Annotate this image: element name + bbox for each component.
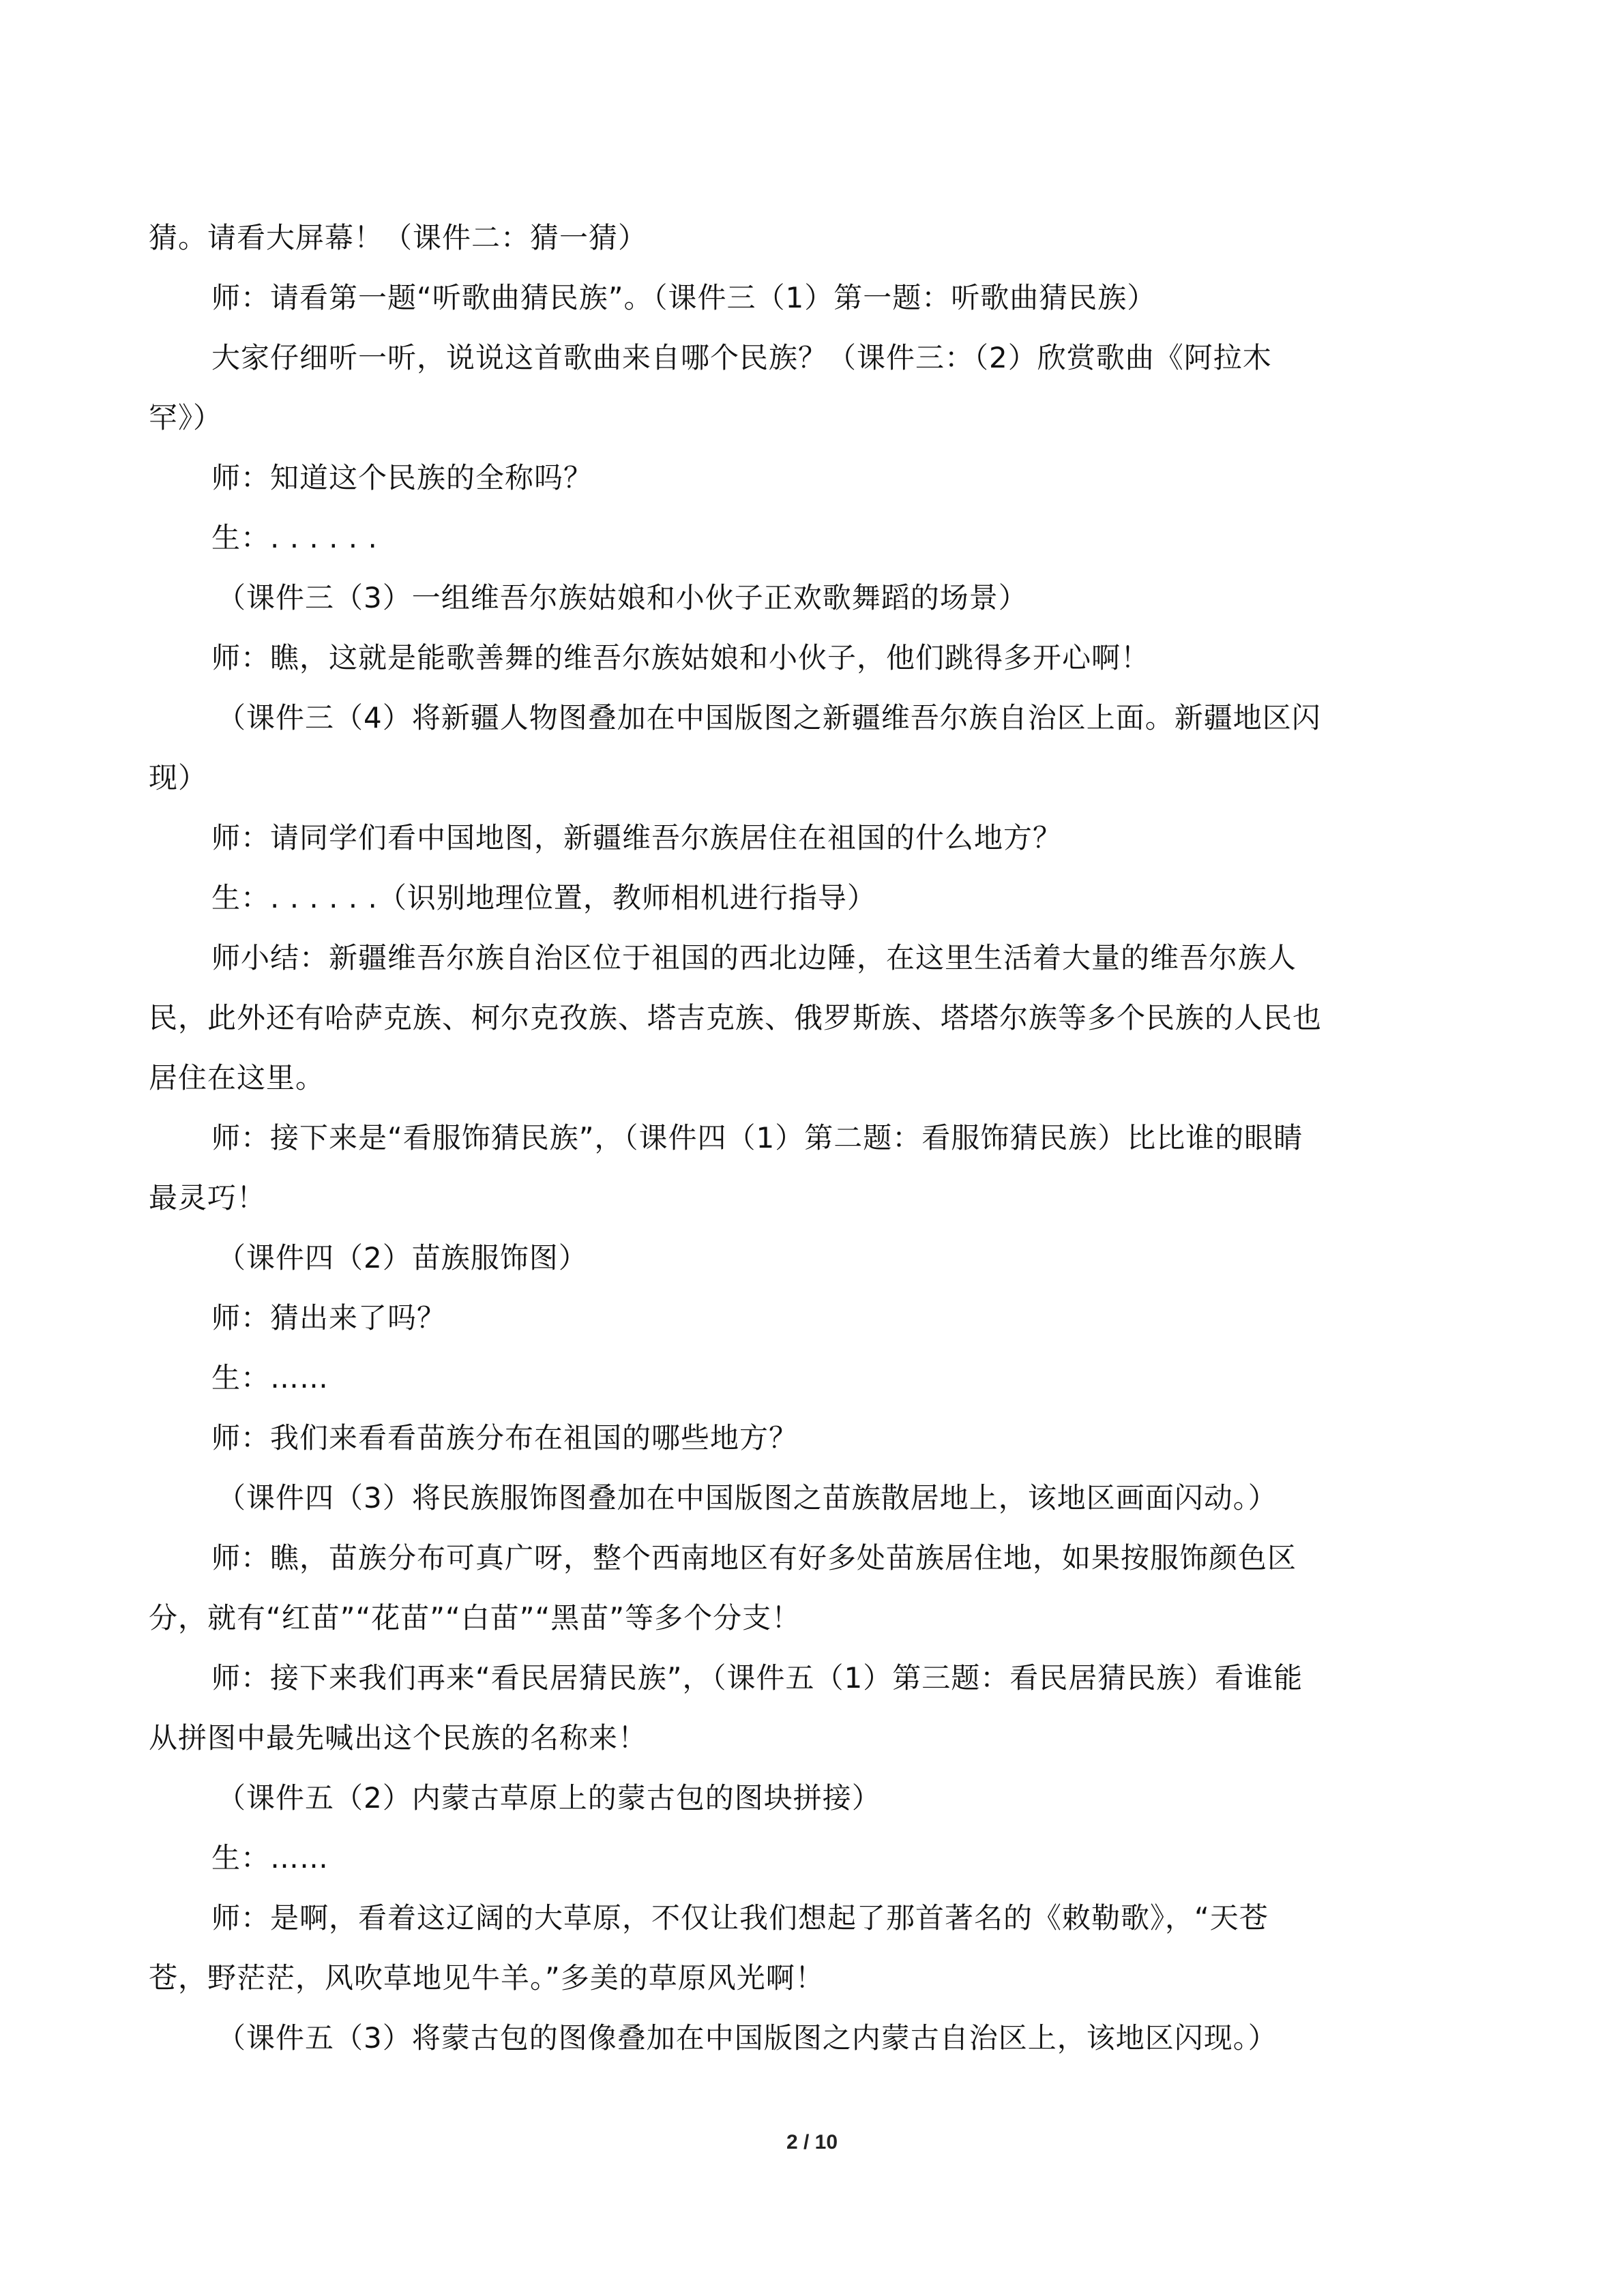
text-line: 猜。请看大屏幕！（课件二：猜一猜）	[149, 221, 648, 254]
text-line: 师：猜出来了吗？	[211, 1301, 447, 1335]
text-line: 生：. . . . . .	[211, 521, 378, 554]
text-line: （课件三（3）一组维吾尔族姑娘和小伙子正欢歌舞蹈的场景）	[217, 581, 1028, 614]
text-line: 师：接下来我们再来“看民居猜民族”，（课件五（1）第三题：看民居猜民族）看谁能	[211, 1661, 1303, 1695]
document-body	[149, 208, 1486, 2068]
page-number: 2 / 10	[786, 2131, 838, 2153]
text-line: 生：……	[211, 1361, 329, 1395]
text-line: 苍，野茫茫，风吹草地见牛羊。”多美的草原风光啊！	[149, 1961, 825, 1995]
text-line: （课件五（2）内蒙古草原上的蒙古包的图块拼接）	[217, 1781, 881, 1815]
text-line: 师：知道这个民族的全称吗？	[211, 461, 593, 494]
text-line: 师：瞧，这就是能歌善舞的维吾尔族姑娘和小伙子，他们跳得多开心啊！	[211, 641, 1151, 674]
text-line: 生：……	[211, 1841, 329, 1875]
text-line: 从拼图中最先喊出这个民族的名称来！	[149, 1721, 648, 1755]
text-line: 师：我们来看看苗族分布在祖国的哪些地方？	[211, 1421, 799, 1455]
text-line: 最灵巧！	[149, 1181, 267, 1214]
text-line: （课件四（2）苗族服饰图）	[217, 1241, 588, 1274]
text-line: 大家仔细听一听，说说这首歌曲来自哪个民族？（课件三：（2）欣赏歌曲《阿拉木	[211, 341, 1272, 374]
text-line: 分，就有“红苗”“花苗”“白苗”“黑苗”等多个分支！	[149, 1601, 801, 1635]
text-line: 师：请看第一题“听歌曲猜民族”。（课件三（1）第一题：听歌曲猜民族）	[211, 281, 1157, 314]
text-line: （课件四（3）将民族服饰图叠加在中国版图之苗族散居地上，该地区画面闪动。）	[217, 1481, 1278, 1515]
text-line: 生：. . . . . .（识别地理位置，教师相机进行指导）	[211, 881, 876, 914]
text-line: 民，此外还有哈萨克族、柯尔克孜族、塔吉克族、俄罗斯族、塔塔尔族等多个民族的人民也	[149, 1001, 1323, 1034]
text-line: 罕》）	[149, 401, 223, 434]
text-line: 师：瞧，苗族分布可真广呀，整个西南地区有好多处苗族居住地，如果按服饰颜色区	[211, 1541, 1297, 1575]
text-line: （课件五（3）将蒙古包的图像叠加在中国版图之内蒙古自治区上，该地区闪现。）	[217, 2021, 1278, 2055]
text-line: 居住在这里。	[149, 1061, 325, 1094]
text-line: 师小结：新疆维吾尔族自治区位于祖国的西北边陲，在这里生活着大量的维吾尔族人	[211, 941, 1297, 974]
text-line: 师：是啊，看着这辽阔的大草原，不仅让我们想起了那首著名的《敕勒歌》，“天苍	[211, 1901, 1269, 1935]
text-line: 师：请同学们看中国地图，新疆维吾尔族居住在祖国的什么地方？	[211, 821, 1063, 854]
text-line: （课件三（4）将新疆人物图叠加在中国版图之新疆维吾尔族自治区上面。新疆地区闪	[217, 701, 1321, 734]
text-line: 师：接下来是“看服饰猜民族”，（课件四（1）第二题：看服饰猜民族）比比谁的眼睛	[211, 1121, 1303, 1154]
text-line: 现）	[149, 761, 208, 794]
